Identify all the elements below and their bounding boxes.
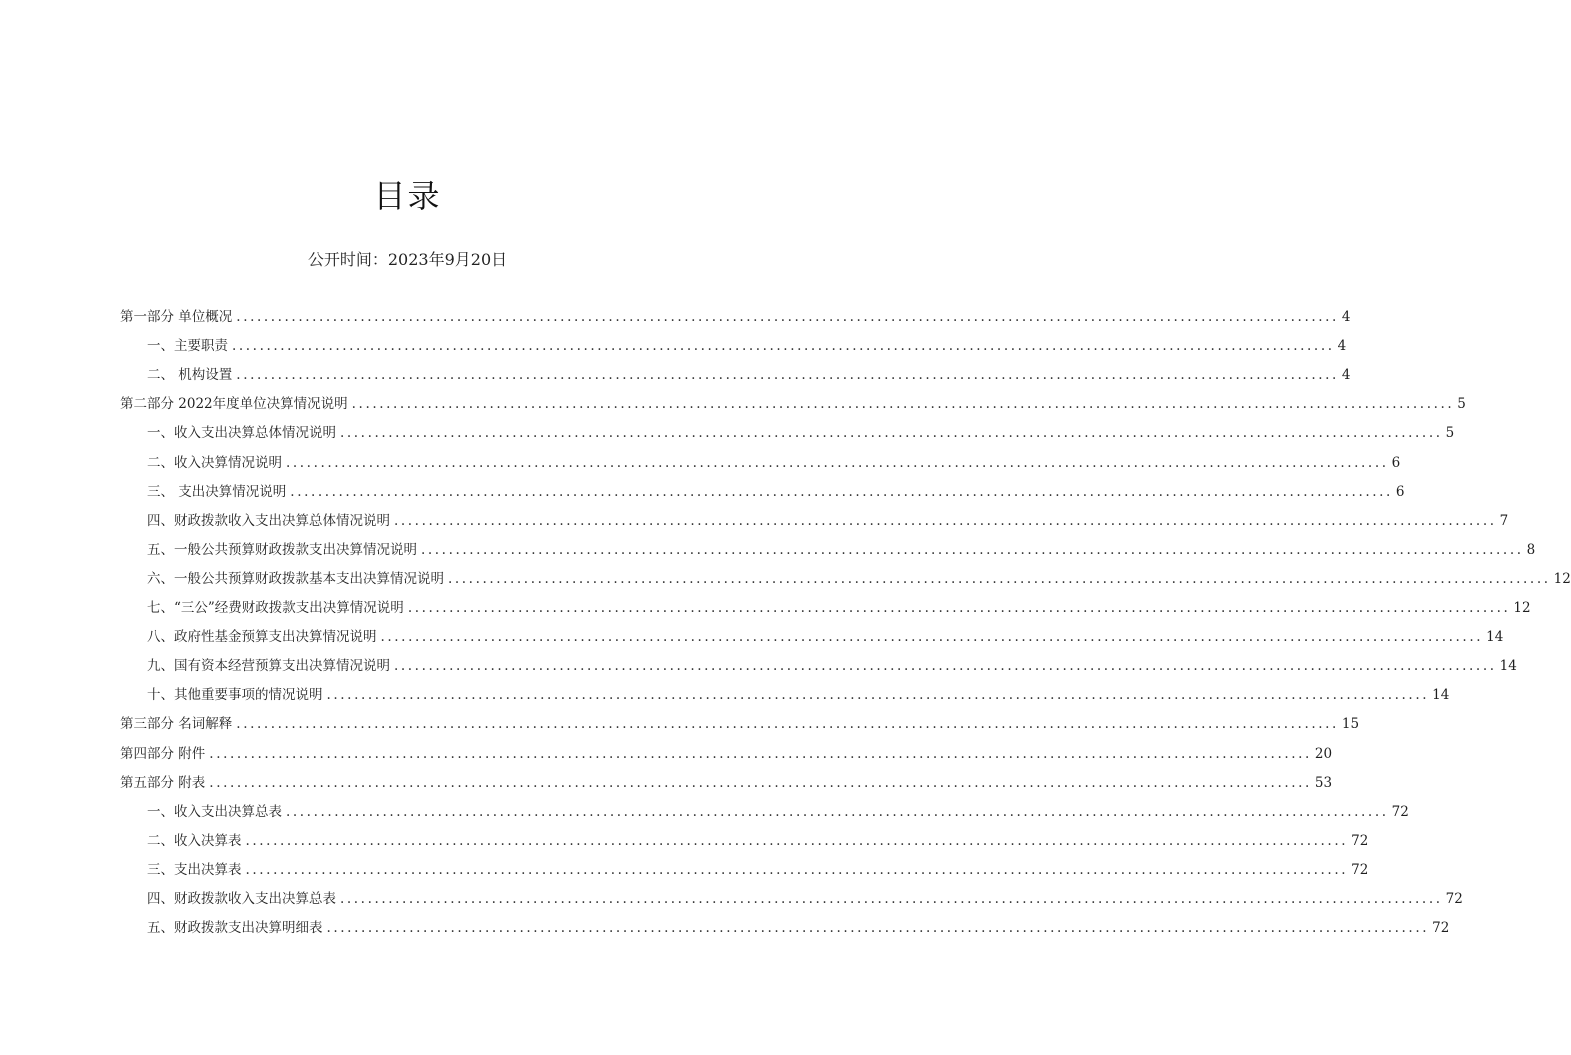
toc-entry[interactable] <box>147 475 1405 501</box>
toc-dot-leader: ................................................................................................................................................................ <box>245 832 1349 849</box>
toc-entry-label: 二、 机构设置 <box>147 367 233 384</box>
toc-entry[interactable] <box>147 620 1504 646</box>
toc-entry-label: 第三部分 名词解释 <box>120 716 233 733</box>
toc-entry[interactable] <box>147 824 1369 850</box>
toc-dot-leader: ................................................................................................................................................................ <box>236 309 1339 325</box>
toc-entry[interactable] <box>147 795 1409 821</box>
toc-entry-label: 第五部分 附表 <box>120 774 206 791</box>
toc-entry[interactable] <box>120 707 1360 733</box>
toc-entry-page-number: 72 <box>1391 803 1409 820</box>
toc-entry-label: 四、财政拨款收入支出决算总体情况说明 <box>147 512 390 529</box>
toc-entry[interactable] <box>147 446 1401 472</box>
toc-dot-leader: ................................................................................................................................................................ <box>394 658 1497 675</box>
toc-entry[interactable] <box>147 329 1347 355</box>
toc-entry[interactable] <box>120 737 1333 763</box>
toc-entry-label: 一、收入支出决算总体情况说明 <box>147 425 336 442</box>
toc-dot-leader: ................................................................................................................................................................ <box>326 687 1430 704</box>
toc-entry-label: 三、支出决算表 <box>147 861 242 878</box>
toc-dot-leader: ................................................................................................................................................................ <box>286 454 1389 471</box>
toc-entry[interactable] <box>147 678 1450 704</box>
toc-entry[interactable] <box>147 591 1531 617</box>
toc-entry-page-number: 14 <box>1499 658 1517 675</box>
toc-entry-label: 第二部分 2022年度单位决算情况说明 <box>120 396 348 413</box>
toc-entry-page-number: 5 <box>1445 425 1455 442</box>
toc-entry-page-number: 72 <box>1351 861 1369 878</box>
toc-entry-page-number: 12 <box>1513 600 1531 616</box>
toc-dot-leader: ................................................................................................................................................................ <box>407 600 1511 616</box>
toc-entry-page-number: 72 <box>1351 832 1369 849</box>
toc-entry-label: 一、收入支出决算总表 <box>147 803 282 820</box>
toc-entry-label: 一、主要职责 <box>147 338 228 355</box>
toc-entry-page-number: 5 <box>1457 396 1466 413</box>
toc-entry-label: 六、一般公共预算财政拨款基本支出决算情况说明 <box>147 570 444 587</box>
toc-entry-page-number: 4 <box>1337 338 1347 355</box>
toc-entry-page-number: 72 <box>1432 920 1450 937</box>
toc-entry-page-number: 12 <box>1553 570 1571 587</box>
toc-entry[interactable] <box>147 649 1517 675</box>
toc-entry[interactable] <box>147 562 1571 588</box>
toc-entry-page-number: 6 <box>1391 454 1401 471</box>
toc-entry-label: 第四部分 附件 <box>120 745 206 762</box>
toc-entry-label: 十、其他重要事项的情况说明 <box>147 687 323 704</box>
page-title: 目录 <box>373 177 442 215</box>
toc-entry-label: 二、收入决算情况说明 <box>147 454 282 471</box>
toc-entry-page-number: 4 <box>1341 309 1351 325</box>
toc-entry-label: 八、政府性基金预算支出决算情况说明 <box>147 629 377 646</box>
toc-entry-label: 七、“三公”经费财政拨款支出决算情况说明 <box>147 600 404 616</box>
toc-entry-page-number: 4 <box>1341 367 1351 384</box>
toc-dot-leader: ................................................................................................................................................................ <box>286 803 1389 820</box>
toc-entry[interactable] <box>147 853 1369 879</box>
toc-entry[interactable] <box>147 882 1463 908</box>
toc-entry-page-number: 14 <box>1432 687 1450 704</box>
toc-dot-leader: ................................................................................................................................................................ <box>340 425 1443 442</box>
toc-entry-label: 五、一般公共预算财政拨款支出决算情况说明 <box>147 541 417 558</box>
toc-entry[interactable] <box>147 416 1455 442</box>
toc-entry-label: 二、收入决算表 <box>147 832 242 849</box>
toc-dot-leader: ................................................................................................................................................................ <box>290 483 1393 500</box>
toc-entry-page-number: 14 <box>1486 629 1504 646</box>
toc-dot-leader: ................................................................................................................................................................ <box>448 570 1551 587</box>
toc-entry[interactable] <box>147 504 1509 530</box>
toc-entry[interactable] <box>147 911 1450 937</box>
toc-entry-label: 四、财政拨款收入支出决算总表 <box>147 891 336 907</box>
toc-dot-leader: ................................................................................................................................................................ <box>236 716 1339 733</box>
toc-entry-label: 第一部分 单位概况 <box>120 309 233 325</box>
toc-entry-page-number: 72 <box>1445 891 1463 907</box>
toc-entry[interactable] <box>147 358 1351 384</box>
toc-entry-page-number: 15 <box>1341 716 1360 733</box>
toc-dot-leader: ................................................................................................................................................................ <box>340 891 1443 907</box>
toc-dot-leader: ................................................................................................................................................................ <box>326 920 1430 937</box>
toc-entry-page-number: 6 <box>1395 483 1405 500</box>
toc-entry-page-number: 8 <box>1526 541 1536 558</box>
toc-dot-leader: ................................................................................................................................................................ <box>209 745 1312 762</box>
toc-entry[interactable] <box>120 766 1333 792</box>
toc-entry-page-number: 20 <box>1314 745 1333 762</box>
toc-dot-leader: ................................................................................................................................................................ <box>236 367 1339 384</box>
toc-entry-label: 五、财政拨款支出决算明细表 <box>147 920 323 937</box>
toc-dot-leader: ................................................................................................................................................................ <box>232 338 1335 355</box>
toc-entry[interactable] <box>147 533 1536 559</box>
toc-dot-leader: ................................................................................................................................................................ <box>245 861 1349 878</box>
toc-dot-leader: ................................................................................................................................................................ <box>351 396 1455 413</box>
toc-dot-leader: ................................................................................................................................................................ <box>209 774 1312 791</box>
toc-entry-page-number: 53 <box>1314 774 1333 791</box>
toc-entry[interactable] <box>120 387 1466 413</box>
toc-dot-leader: ................................................................................................................................................................ <box>380 629 1484 646</box>
toc-dot-leader: ................................................................................................................................................................ <box>421 541 1524 558</box>
toc-dot-leader: ................................................................................................................................................................ <box>394 512 1497 529</box>
toc-entry[interactable] <box>120 300 1351 326</box>
toc-entry-page-number: 7 <box>1499 512 1509 529</box>
toc-entry-label: 九、国有资本经营预算支出决算情况说明 <box>147 658 390 675</box>
toc-entry-label: 三、 支出决算情况说明 <box>147 483 287 500</box>
publish-date: 公开时间：2023年9月20日 <box>307 250 508 269</box>
